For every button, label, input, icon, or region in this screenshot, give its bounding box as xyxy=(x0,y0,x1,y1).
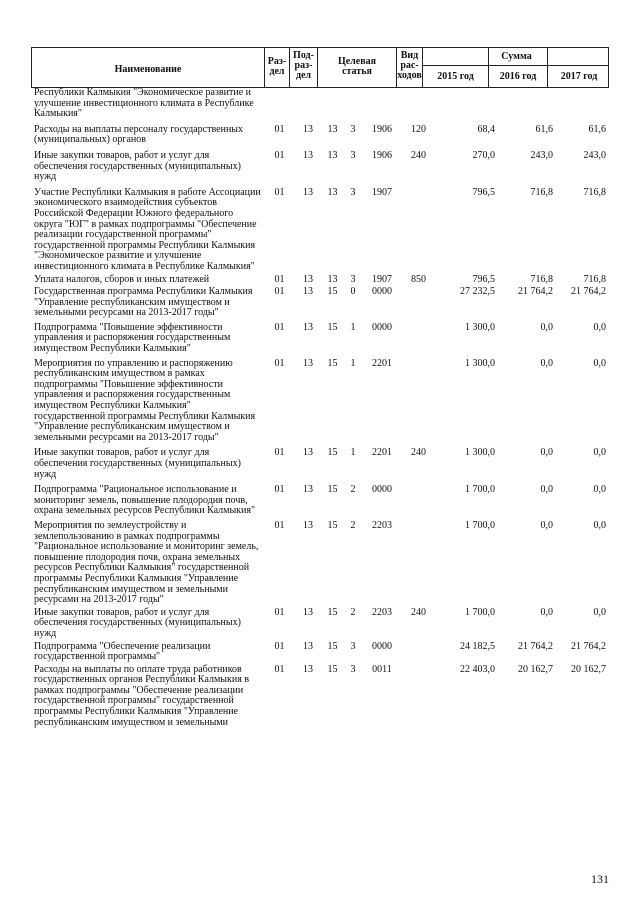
table-row xyxy=(31,125,609,146)
header-divider xyxy=(422,65,608,66)
row-celevaya-2: 3 xyxy=(350,186,356,198)
row-celevaya-1: 15 xyxy=(327,286,338,298)
table-header xyxy=(31,47,609,88)
row-sum-2016: 0,0 xyxy=(540,357,553,369)
row-name: Расходы на выплаты по оплате труда работников государственных органов Республики Калмыкия в рамках подпрограммы "Обеспечение реализации государственной программы" государственной программы Республики Калмыкия "Управление республиканским имуществом и земельными xyxy=(34,663,250,728)
row-celevaya-3: 0000 xyxy=(372,640,392,652)
row-celevaya-1: 13 xyxy=(327,123,338,135)
row-sum-2017: 0,0 xyxy=(593,484,606,496)
row-sum-2017: 0,0 xyxy=(593,606,606,618)
row-podrazdel: 13 xyxy=(303,286,313,298)
header-celevaya-statya: Целевая статья xyxy=(337,56,377,77)
table-row xyxy=(31,188,609,273)
row-razdel: 01 xyxy=(274,149,285,161)
row-name: Подпрограмма "Рациональное использование и мониторинг земель, повышение плодородия почв, охрана земельных ресурсов Республики Калмыкия" xyxy=(34,484,256,517)
table-row xyxy=(31,448,609,480)
row-podrazdel: 13 xyxy=(303,321,313,333)
row-celevaya-2: 1 xyxy=(350,321,356,333)
row-sum-2017: 243,0 xyxy=(583,149,606,161)
row-celevaya-1: 15 xyxy=(327,357,338,369)
row-sum-2017: 61,6 xyxy=(588,123,606,135)
row-celevaya-3: 0000 xyxy=(372,286,392,298)
header-vid-rashodov: Вид рас- ходов xyxy=(397,50,422,81)
row-celevaya-1: 15 xyxy=(327,484,338,496)
row-podrazdel: 13 xyxy=(303,484,313,496)
row-podrazdel: 13 xyxy=(303,640,313,652)
row-name: Расходы на выплаты персоналу государственных (муниципальных) органов xyxy=(34,123,244,146)
row-celevaya-3: 1906 xyxy=(372,149,392,161)
row-celevaya-3: 2201 xyxy=(372,357,392,369)
row-celevaya-3: 0000 xyxy=(372,484,392,496)
row-sum-2017: 20 162,7 xyxy=(571,663,606,675)
row-podrazdel: 13 xyxy=(303,519,313,531)
table-row xyxy=(31,287,609,319)
row-razdel: 01 xyxy=(274,484,285,496)
row-vid-rashodov: 240 xyxy=(411,447,426,459)
row-podrazdel: 13 xyxy=(303,447,313,459)
row-razdel: 01 xyxy=(274,519,285,531)
row-vid-rashodov: 120 xyxy=(411,123,426,135)
row-celevaya-1: 15 xyxy=(327,519,338,531)
row-celevaya-1: 15 xyxy=(327,606,338,618)
row-name: Государственная программа Республики Калмыкия "Управление республиканским имуществом и земельными ресурсами на 2013-2017 годы" xyxy=(34,286,253,319)
row-podrazdel: 13 xyxy=(303,663,313,675)
row-sum-2016: 21 764,2 xyxy=(518,640,553,652)
table-row xyxy=(31,88,609,120)
row-sum-2017: 0,0 xyxy=(593,357,606,369)
table-row xyxy=(31,275,609,286)
row-razdel: 01 xyxy=(274,357,285,369)
row-name: Участие Республики Калмыкия в работе Ассоциации экономического взаимодействия субъектов Российской Федерации Южного федерального округа "ЮГ" в рамках подпрограммы "Обеспечение реализации государственной программы" государственной программы Республики Калмыкия "Экономическое развитие и улучшение инвестиционного климата в Республике Калмыкия" xyxy=(34,186,261,272)
row-sum-2015: 24 182,5 xyxy=(460,640,495,652)
row-name: Уплата налогов, сборов и иных платежей xyxy=(34,273,210,285)
table-row xyxy=(31,608,609,640)
row-sum-2017: 0,0 xyxy=(593,519,606,531)
row-sum-2015: 796,5 xyxy=(472,186,495,198)
row-sum-2015: 68,4 xyxy=(477,123,495,135)
row-razdel: 01 xyxy=(274,663,285,675)
row-vid-rashodov: 850 xyxy=(411,273,426,285)
row-razdel: 01 xyxy=(274,321,285,333)
row-razdel: 01 xyxy=(274,447,285,459)
row-sum-2015: 1 300,0 xyxy=(465,357,495,369)
row-sum-2015: 796,5 xyxy=(472,273,495,285)
row-celevaya-2: 1 xyxy=(350,447,356,459)
row-sum-2017: 716,8 xyxy=(583,186,606,198)
row-name: Иные закупки товаров, работ и услуг для обеспечения государственных (муниципальных) нужд xyxy=(34,447,241,480)
table-row xyxy=(31,642,609,663)
row-celevaya-1: 13 xyxy=(327,186,338,198)
header-year-2015: 2015 год xyxy=(437,71,474,82)
row-razdel: 01 xyxy=(274,273,285,285)
row-sum-2017: 21 764,2 xyxy=(571,286,606,298)
row-sum-2015: 1 300,0 xyxy=(465,321,495,333)
row-celevaya-2: 3 xyxy=(350,640,356,652)
row-sum-2016: 243,0 xyxy=(530,149,553,161)
table-row xyxy=(31,665,609,729)
row-celevaya-3: 0000 xyxy=(372,321,392,333)
row-celevaya-2: 3 xyxy=(350,123,356,135)
row-sum-2016: 0,0 xyxy=(540,447,553,459)
row-celevaya-2: 3 xyxy=(350,663,356,675)
row-sum-2017: 0,0 xyxy=(593,321,606,333)
row-celevaya-1: 15 xyxy=(327,447,338,459)
row-sum-2017: 0,0 xyxy=(593,447,606,459)
row-sum-2015: 1 700,0 xyxy=(465,519,495,531)
row-sum-2016: 21 764,2 xyxy=(518,286,553,298)
row-razdel: 01 xyxy=(274,640,285,652)
table-row xyxy=(31,359,609,444)
row-celevaya-2: 3 xyxy=(350,149,356,161)
row-celevaya-3: 0011 xyxy=(372,663,392,675)
row-sum-2016: 0,0 xyxy=(540,484,553,496)
row-podrazdel: 13 xyxy=(303,186,313,198)
row-sum-2015: 27 232,5 xyxy=(460,286,495,298)
row-celevaya-3: 2203 xyxy=(372,606,392,618)
row-razdel: 01 xyxy=(274,286,285,298)
header-year-2017: 2017 год xyxy=(560,71,598,82)
row-sum-2017: 21 764,2 xyxy=(571,640,606,652)
row-celevaya-3: 1907 xyxy=(372,273,392,285)
header-summa: Сумма xyxy=(501,51,532,62)
row-name: Иные закупки товаров, работ и услуг для обеспечения государственных (муниципальных) нужд xyxy=(34,606,241,639)
row-sum-2015: 22 403,0 xyxy=(460,663,495,675)
row-celevaya-1: 15 xyxy=(327,640,338,652)
row-sum-2016: 61,6 xyxy=(535,123,553,135)
table-row xyxy=(31,521,609,606)
row-sum-2016: 716,8 xyxy=(530,273,553,285)
table-row xyxy=(31,323,609,355)
row-celevaya-2: 1 xyxy=(350,357,356,369)
row-podrazdel: 13 xyxy=(303,606,313,618)
row-name: Иные закупки товаров, работ и услуг для обеспечения государственных (муниципальных) нужд xyxy=(34,149,241,183)
table-row xyxy=(31,151,609,183)
row-sum-2016: 0,0 xyxy=(540,519,553,531)
row-sum-2016: 20 162,7 xyxy=(518,663,553,675)
row-celevaya-3: 1906 xyxy=(372,123,392,135)
row-celevaya-2: 2 xyxy=(350,519,356,531)
row-sum-2016: 0,0 xyxy=(540,606,553,618)
row-name: Мероприятия по землеустройству и землепользованию в рамках подпрограммы "Рациональное использование и мониторинг земель, повышение плодородия почв, охрана земельных ресурсов Республики Калмыкия" государственной программы Республики Калмыкия "Управление республиканским имуществом и земельными ресурсами на 2013-2017 годы" xyxy=(34,519,259,606)
table-row xyxy=(31,485,609,517)
row-celevaya-1: 15 xyxy=(327,663,338,675)
row-celevaya-2: 0 xyxy=(350,286,356,298)
row-vid-rashodov: 240 xyxy=(411,606,426,618)
header-podrazdel: Под- раз- дел xyxy=(293,50,314,81)
row-sum-2016: 716,8 xyxy=(530,186,553,198)
row-podrazdel: 13 xyxy=(303,123,313,135)
header-naimenovanie: Наименование xyxy=(114,64,182,75)
row-celevaya-2: 3 xyxy=(350,273,356,285)
row-sum-2015: 1 700,0 xyxy=(465,606,495,618)
row-razdel: 01 xyxy=(274,186,285,198)
table-body xyxy=(31,88,609,728)
row-razdel: 01 xyxy=(274,123,285,135)
page-number: 131 xyxy=(591,872,609,886)
row-name: Подпрограмма "Повышение эффективности управления и распоряжения государственным имуществом Республики Калмыкия" xyxy=(34,321,231,355)
row-podrazdel: 13 xyxy=(303,149,313,161)
row-sum-2015: 270,0 xyxy=(472,149,495,161)
header-year-2016: 2016 год xyxy=(499,71,537,82)
row-podrazdel: 13 xyxy=(303,273,313,285)
row-celevaya-3: 2203 xyxy=(372,519,392,531)
row-celevaya-3: 2201 xyxy=(372,447,392,459)
row-name: Мероприятия по управлению и распоряжению республиканским имуществом в рамках подпрограммы "Повышение эффективности управления и распоряжения государственным имуществом Республики Калмыкия" государственной программы Республики Калмыкия "Управление республиканским имуществом и земельными ресурсами на 2013-2017 годы" xyxy=(34,357,256,443)
row-celevaya-1: 15 xyxy=(327,321,338,333)
row-celevaya-2: 2 xyxy=(350,606,356,618)
row-vid-rashodov: 240 xyxy=(411,149,426,161)
row-name: Республики Калмыкия "Экономическое развитие и улучшение инвестиционного климата в Республике Калмыкия" xyxy=(34,87,254,120)
row-celevaya-1: 13 xyxy=(327,273,338,285)
header-razdel: Раз- дел xyxy=(267,56,287,77)
row-celevaya-3: 1907 xyxy=(372,186,392,198)
row-sum-2017: 716,8 xyxy=(583,273,606,285)
row-sum-2016: 0,0 xyxy=(540,321,553,333)
row-celevaya-2: 2 xyxy=(350,484,356,496)
row-sum-2015: 1 700,0 xyxy=(465,484,495,496)
row-razdel: 01 xyxy=(274,606,285,618)
row-name: Подпрограмма "Обеспечение реализации государственной программы" xyxy=(34,640,211,663)
row-celevaya-1: 13 xyxy=(327,149,338,161)
row-sum-2015: 1 300,0 xyxy=(465,447,495,459)
row-podrazdel: 13 xyxy=(303,357,313,369)
